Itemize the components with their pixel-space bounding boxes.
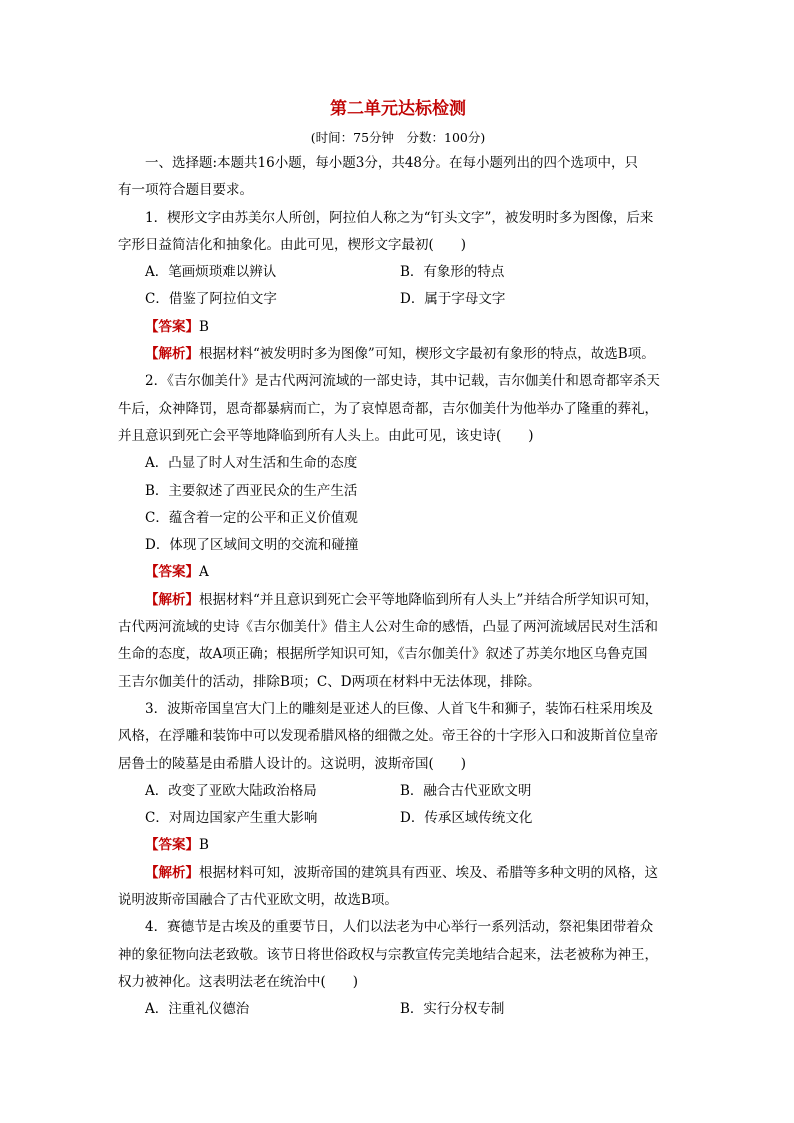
answer-tag: 【答案】 [145,837,199,854]
section-intro-line: 一、选择题:本题共16小题，每小题3分，共48分。在每小题列出的四个选项中，只 [145,155,638,171]
question-stem-line: 风格，在浮雕和装饰中可以发现希腊风格的细微之处。帝王谷的十字形入口和波斯首位皇帝 [118,728,658,745]
option-b: B．融合古代亚欧文明 [400,782,532,799]
analysis-line [118,860,678,887]
options-row [118,996,678,1023]
analysis-line: 王吉尔伽美什的活动，排除B项；C、D两项在材料中无法体现，排除。 [118,673,541,690]
section-intro-line: 有一项符合题目要求。 [118,182,253,199]
options-row [118,286,678,313]
option-c: C．对周边国家产生重大影响 [145,810,318,827]
analysis-line: 说明波斯帝国融合了古代亚欧文明，故选B项。 [118,892,398,909]
option-b: B．主要叙述了西亚民众的生产生活 [145,482,358,499]
option-b: B．有象形的特点 [400,264,505,281]
question-stem-line: 并且意识到死亡会平等地降临到所有人头上。由此可见，该史诗( ) [118,427,534,444]
options-row [118,778,678,805]
option-d: D．体现了区域间文明的交流和碰撞 [145,537,359,554]
option-a: A．凸显了时人对生活和生命的态度 [145,455,358,472]
option-d: D．属于字母文字 [400,291,506,308]
analysis-line [118,587,678,614]
question-1 [118,205,678,369]
answer-line [118,559,678,586]
option-c: C．蕴含着一定的公平和正义价值观 [145,509,358,526]
option-d: D．传承区域传统文化 [400,810,533,827]
question-stem-line: 2．《吉尔伽美什》是古代两河流域的一部史诗，其中记载，吉尔伽美什和恩奇都宰杀天 [145,373,660,390]
question-stem-line: 神的象征物向法老致敬。该节日将世俗政权与宗教宣传完美地结合起来，法老被称为神王， [118,946,658,963]
option-b: B．实行分权专制 [400,1001,505,1018]
question-stem-line: 3．波斯帝国皇宫大门上的雕刻是亚述人的巨像、人首飞牛和狮子，装饰石柱采用埃及 [145,700,654,717]
analysis-tag: 【解析】 [145,346,199,363]
analysis-text: 根据材料“并且意识到死亡会平等地降临到所有人头上”并结合所学知识可知， [199,591,659,608]
option-a: A．注重礼仪德治 [145,1001,250,1018]
analysis-tag: 【解析】 [145,864,199,881]
question-stem-line: 4．赛德节是古埃及的重要节日，人们以法老为中心举行一系列活动，祭祀集团带着众 [145,919,654,936]
page-title: 第二单元达标检测 [330,99,466,119]
question-stem-line: 字形日益简洁化和抽象化。由此可见，楔形文字最初( ) [118,236,467,253]
answer-value: B [199,837,209,854]
option-a: A．改变了亚欧大陆政治格局 [145,782,317,799]
option-c: C．借鉴了阿拉伯文字 [145,291,277,308]
analysis-tag: 【解析】 [145,591,199,608]
question-4 [118,914,678,1023]
analysis-line: 生命的态度，故A项正确；根据所学知识可知，《吉尔伽美什》叙述了苏美尔地区乌鲁克国 [118,646,648,663]
answer-tag: 【答案】 [145,564,199,581]
exam-info: (时间：75分钟 分数：100分) [310,130,486,145]
question-stem-line: 居鲁士的陵墓是由希腊人设计的。这说明，波斯帝国( ) [118,755,467,772]
answer-line [118,314,678,341]
answer-line [118,832,678,859]
analysis-line: 古代两河流域的史诗《吉尔伽美什》借主人公对生命的感悟，凸显了两河流域居民对生活和 [118,619,658,636]
options-row [118,259,678,286]
question-stem-line: 1．楔形文字由苏美尔人所创，阿拉伯人称之为“钉头文字”，被发明时多为图像，后来 [145,209,654,226]
answer-value: B [199,318,209,335]
answer-value: A [199,564,209,581]
analysis-line [118,341,678,368]
options-row [118,805,678,832]
question-stem-line: 牛后，众神降罚，恩奇都暴病而亡，为了哀悼恩奇都，吉尔伽美什为他举办了隆重的葬礼， [118,400,658,417]
option-a: A．笔画烦琐难以辨认 [145,264,277,281]
analysis-text: 根据材料“被发明时多为图像”可知，楔形文字最初有象形的特点，故选B项。 [199,346,655,363]
analysis-text: 根据材料可知，波斯帝国的建筑具有西亚、埃及、希腊等多种文明的风格，这 [199,864,658,881]
answer-tag: 【答案】 [145,318,199,335]
question-stem-line: 权力被神化。这表明法老在统治中( ) [118,973,359,990]
question-2 [118,368,678,696]
question-3 [118,696,678,914]
document-page [118,92,678,1024]
